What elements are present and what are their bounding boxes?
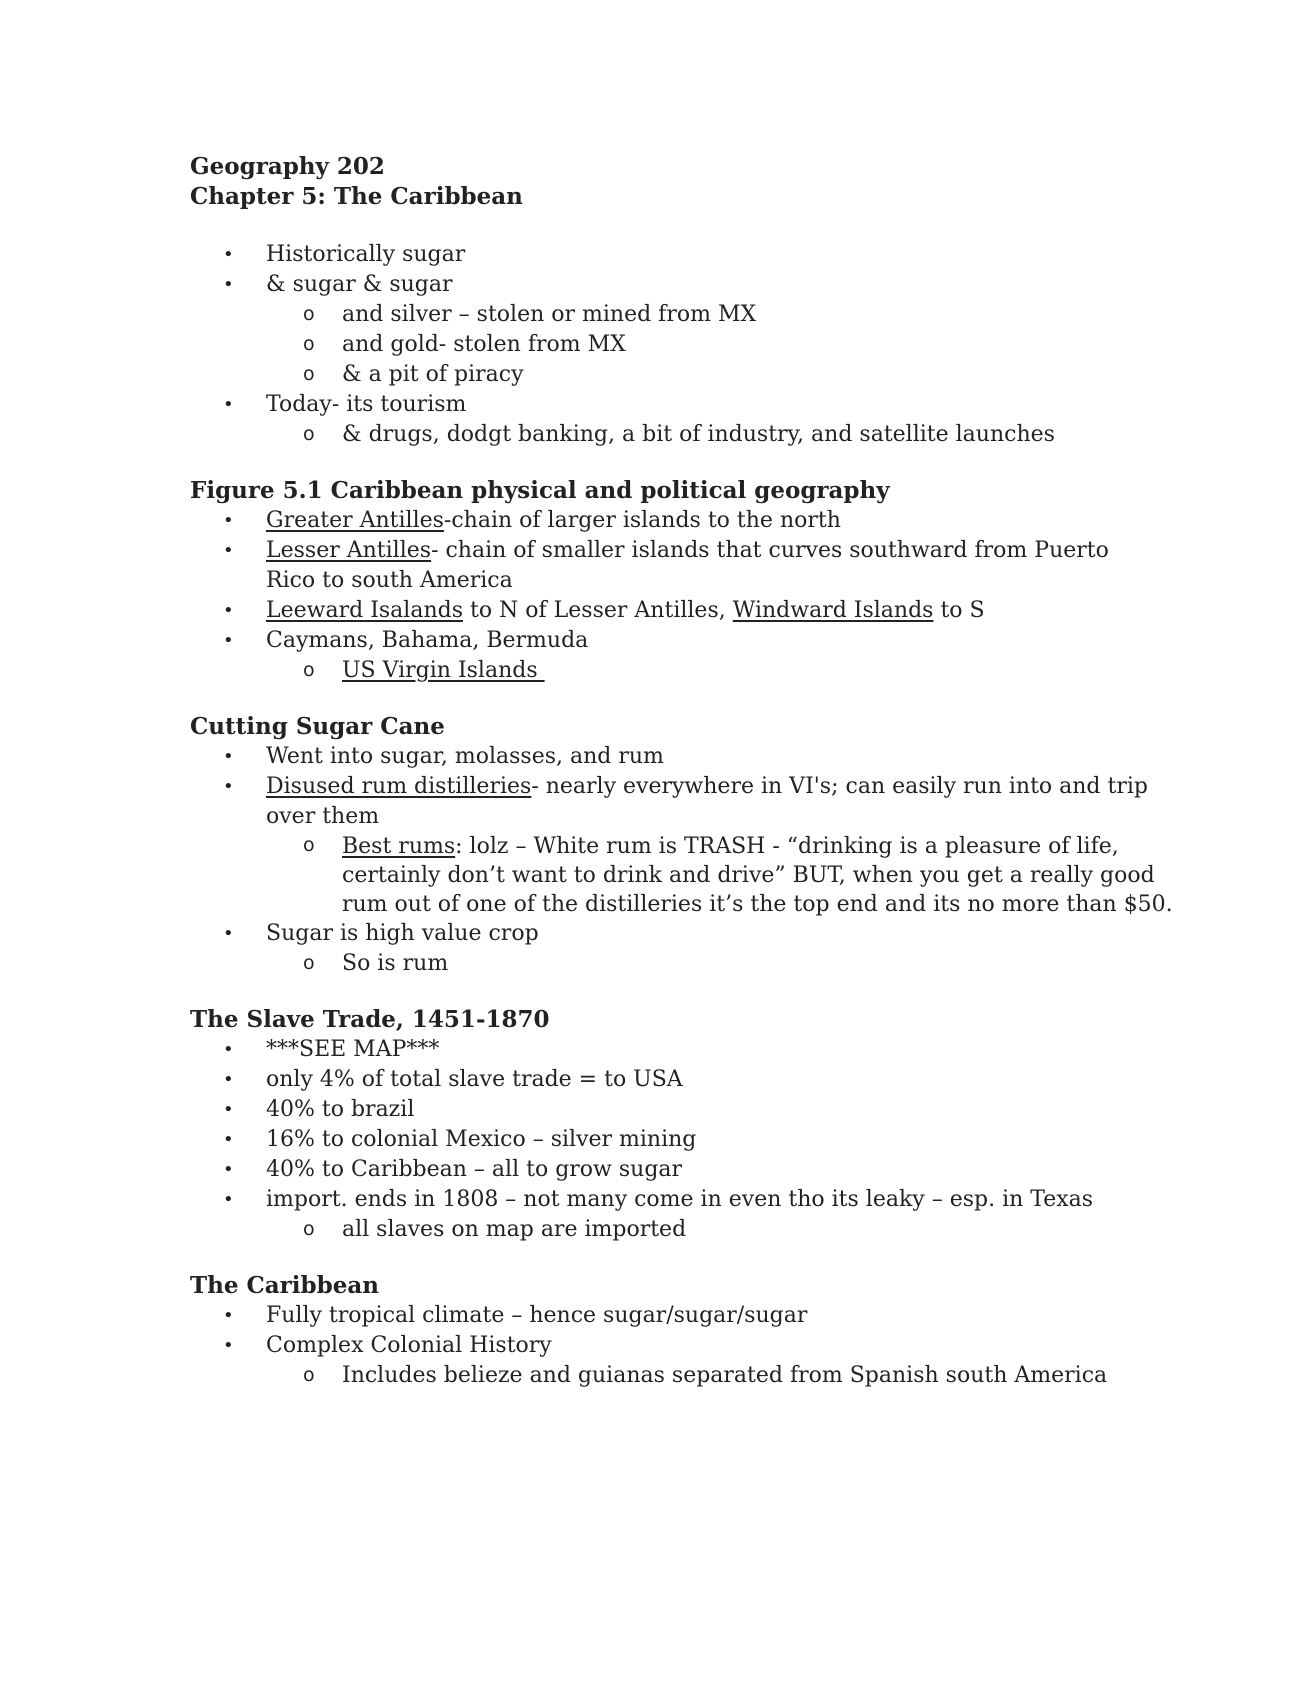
list-item: • 40% to brazil [190, 1095, 1190, 1125]
list-item: • ***SEE MAP*** [190, 1035, 1190, 1065]
list-item [190, 536, 1190, 596]
term-leeward-islands: Leeward Isalands [266, 598, 463, 623]
sub-list-item: o Includes belieze and guianas separated from Spanish south America [190, 1361, 1190, 1391]
term-lesser-antilles: Lesser Antilles [266, 538, 432, 563]
list-item: • Caymans, Bahama, Bermuda [190, 626, 1190, 656]
term-windward-islands: Windward Islands [732, 598, 934, 623]
chapter-title: Chapter 5: The Caribbean [190, 183, 523, 210]
list-item-text: -chain of larger islands to the north [443, 508, 841, 533]
term-disused-rum-distilleries: Disused rum distilleries [266, 774, 532, 799]
list-item: • Complex Colonial History [190, 1331, 1190, 1361]
list-item [190, 772, 1190, 832]
term-greater-antilles: Greater Antilles [266, 508, 444, 533]
notes-content [190, 152, 1190, 1391]
sub-list-item: o and silver – stolen or mined from MX [190, 300, 1190, 330]
term-best-rums: Best rums [342, 834, 456, 859]
list-item: • Sugar is high value crop [190, 919, 1190, 949]
sub-list-item: o & a pit of piracy [190, 360, 1190, 390]
course-title: Geography 202 [190, 153, 385, 180]
sub-list-item: o & drugs, dodgt banking, a bit of industry, and satellite launches [190, 420, 1190, 450]
sub-list-item: o and gold- stolen from MX [190, 330, 1190, 360]
list-item [190, 596, 1190, 626]
list-item: • & sugar & sugar [190, 270, 1190, 300]
list-item: • Went into sugar, molasses, and rum [190, 742, 1190, 772]
list-item-text: - nearly everywhere in VI's; can easily run into and trip over them [266, 774, 1148, 829]
list-item-text: to N of Lesser Antilles, [462, 598, 733, 623]
list-item: • only 4% of total slave trade = to USA [190, 1065, 1190, 1095]
list-item: • 40% to Caribbean – all to grow sugar [190, 1155, 1190, 1185]
list-item: • Fully tropical climate – hence sugar/sugar/sugar [190, 1301, 1190, 1331]
section-heading-slave-trade: The Slave Trade, 1451-1870 [190, 1006, 550, 1033]
term-us-virgin-islands: US Virgin Islands [342, 658, 545, 683]
intro-list [190, 240, 1190, 450]
list-item: • Today- its tourism [190, 390, 1190, 420]
sub-list-item: o all slaves on map are imported [190, 1215, 1190, 1245]
caribbean-list [190, 1301, 1190, 1391]
list-item [190, 506, 1190, 536]
slave-trade-list [190, 1035, 1190, 1245]
list-item: • Historically sugar [190, 240, 1190, 270]
list-item-text: - chain of smaller islands that curves southward from Puerto Rico to south America [266, 538, 1109, 593]
list-item: • import. ends in 1808 – not many come in even tho its leaky – esp. in Texas [190, 1185, 1190, 1215]
sub-list-item [190, 656, 1190, 686]
section-heading-cutting-sugar-cane: Cutting Sugar Cane [190, 713, 445, 740]
list-item-text: to S [933, 598, 985, 623]
figure-5-1-list [190, 506, 1190, 686]
section-heading-figure-5-1: Figure 5.1 Caribbean physical and political geography [190, 477, 890, 504]
sub-list-item: o So is rum [190, 949, 1190, 979]
sub-list-item [190, 832, 1190, 919]
list-item: • 16% to colonial Mexico – silver mining [190, 1125, 1190, 1155]
list-item-text: : lolz – White rum is TRASH - “drinking is a pleasure of life, certainly don’t want to drink and drive” BUT, when you get a really good rum out of one of the distilleries it’s the top end and its no more than $50. [342, 834, 1173, 917]
section-heading-the-caribbean: The Caribbean [190, 1272, 379, 1299]
sugar-cane-list [190, 742, 1190, 979]
